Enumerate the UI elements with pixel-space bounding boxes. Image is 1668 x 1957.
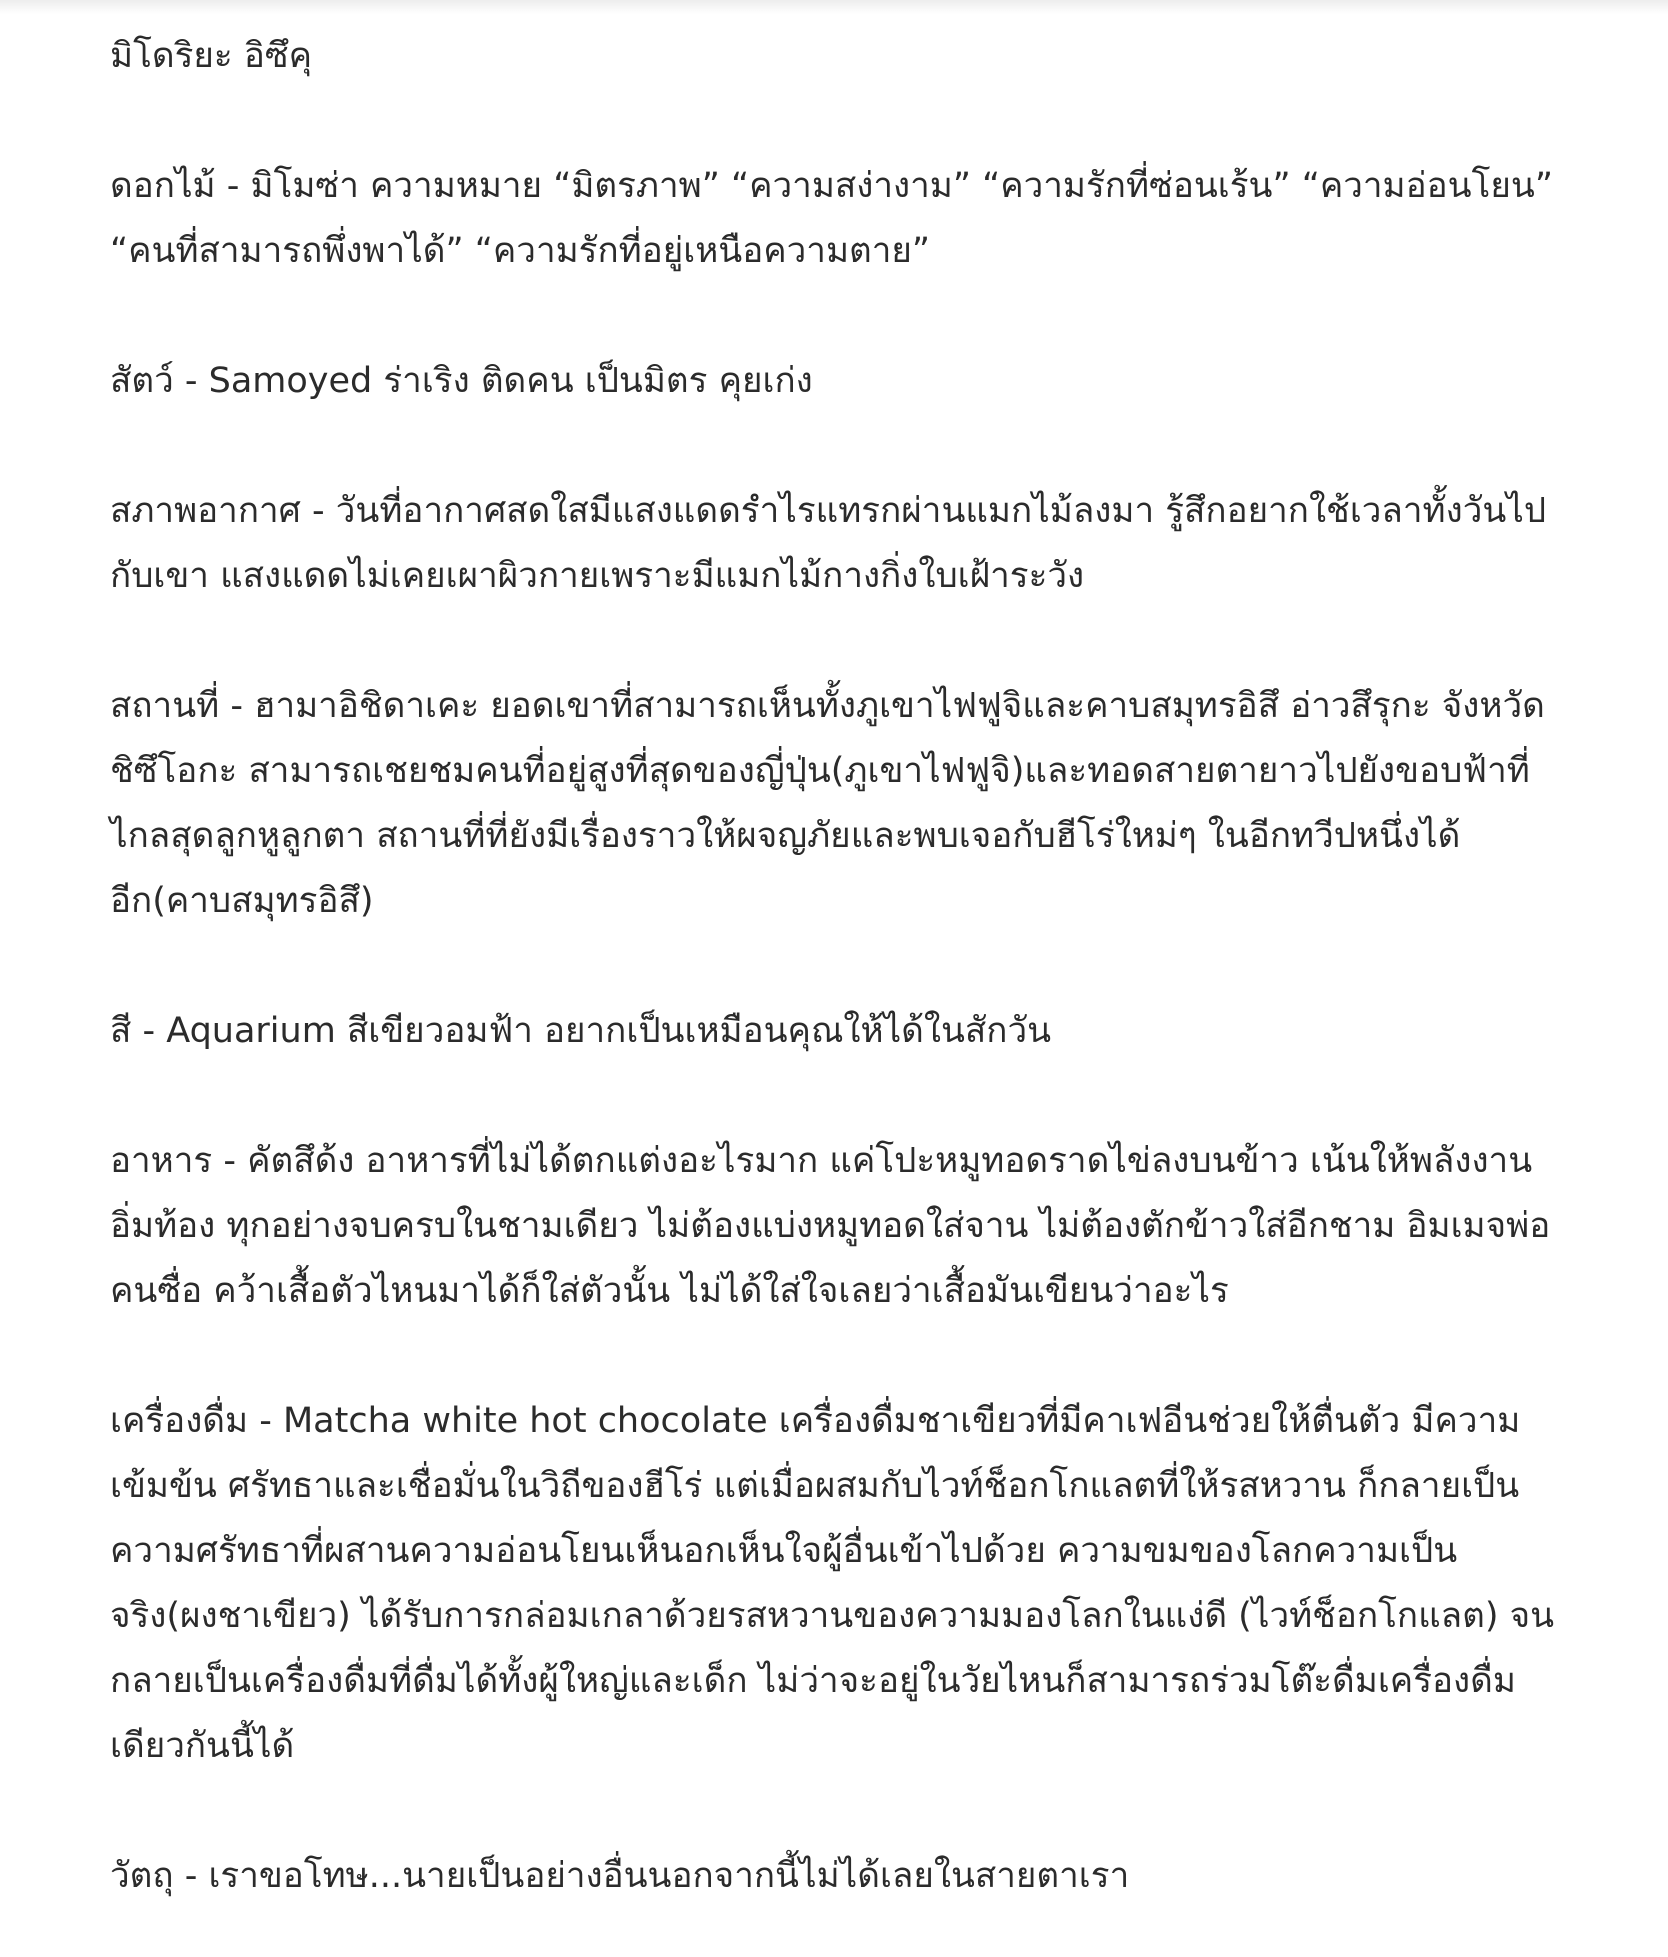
place-paragraph: สถานที่ - ฮามาอิชิดาเคะ ยอดเขาที่สามารถเห็นทั้งภูเขาไฟฟูจิและคาบสมุทรอิสึ อ่าวสึรุกะ จังหวัดชิซึโอกะ สามารถเชยชมคนที่อยู่สูงที่สุดของญี่ปุ่น(ภูเขาไฟฟูจิ)และทอดสายตายาวไปยังขอบฟ้าที่ไกลสุดลูกหูลูกตา สถานที่ที่ยังมีเรื่องราวให้ผจญภัยและพบเจอกับฮีโร่ใหม่ๆ ในอีกทวีปหนึ่งได้อีก(คาบสมุทรอิสึ): [110, 686, 1545, 921]
note-document[interactable]: [110, 24, 1560, 1909]
weather-paragraph: สภาพอากาศ - วันที่อากาศสดใสมีแสงแดดรำไรแทรกผ่านแมกไม้ลงมา รู้สึกอยากใช้เวลาทั้งวันไปกับเขา แสงแดดไม่เคยเผาผิวกายเพราะมีแมกไม้กางกิ่งใบเฝ้าระวัง: [110, 491, 1547, 596]
animal-paragraph: สัตว์ - Samoyed ร่าเริง ติดคน เป็นมิตร คุยเก่ง: [110, 361, 813, 401]
flower-paragraph: ดอกไม้ - มิโมซ่า ความหมาย “มิตรภาพ” “ความสง่างาม” “ความรักที่ซ่อนเร้น” “ความอ่อนโยน” “คนที่สามารถพึ่งพาได้” “ความรักที่อยู่เหนือความตาย”: [110, 166, 1553, 271]
food-paragraph: อาหาร - คัตสึด้ง อาหารที่ไม่ได้ตกแต่งอะไรมาก แค่โปะหมูทอดราดไข่ลงบนข้าว เน้นให้พลังงานอิ่มท้อง ทุกอย่างจบครบในชามเดียว ไม่ต้องแบ่งหมูทอดใส่จาน ไม่ต้องตักข้าวใส่อีกชาม อิมเมจพ่อคนซื่อ คว้าเสื้อตัวไหนมาได้ก็ใส่ตัวนั้น ไม่ได้ใส่ใจเลยว่าเสื้อมันเขียนว่าอะไร: [110, 1141, 1551, 1311]
color-paragraph: สี - Aquarium สีเขียวอมฟ้า อยากเป็นเหมือนคุณให้ได้ในสักวัน: [110, 1011, 1052, 1051]
drink-paragraph: เครื่องดื่ม - Matcha white hot chocolate เครื่องดื่มชาเขียวที่มีคาเฟอีนช่วยให้ตื่นตัว มีความเข้มข้น ศรัทธาและเชื่อมั่นในวิถีของฮีโร่ แต่เมื่อผสมกับไวท์ช็อกโกแลตที่ให้รสหวาน ก็กลายเป็นความศรัทธาที่ผสานความอ่อนโยนเห็นอกเห็นใจผู้อื่นเข้าไปด้วย ความขมของโลกความเป็นจริง(ผงชาเขียว) ได้รับการกล่อมเกลาด้วยรสหวานของความมองโลกในแง่ดี (ไวท์ช็อกโกแลต) จนกลายเป็นเครื่องดื่มที่ดื่มได้ทั้งผู้ใหญ่และเด็ก ไม่ว่าจะอยู่ในวัยไหนก็สามารถร่วมโต๊ะดื่มเครื่องดื่มเดียวกันนี้ได้: [110, 1401, 1555, 1766]
object-paragraph: วัตถุ - เราขอโทษ...นายเป็นอย่างอื่นนอกจากนี้ไม่ได้เลยในสายตาเรา: [110, 1856, 1130, 1896]
character-name: มิโดริยะ อิซึคุ: [110, 36, 313, 76]
top-edge-shadow: [0, 0, 1668, 14]
